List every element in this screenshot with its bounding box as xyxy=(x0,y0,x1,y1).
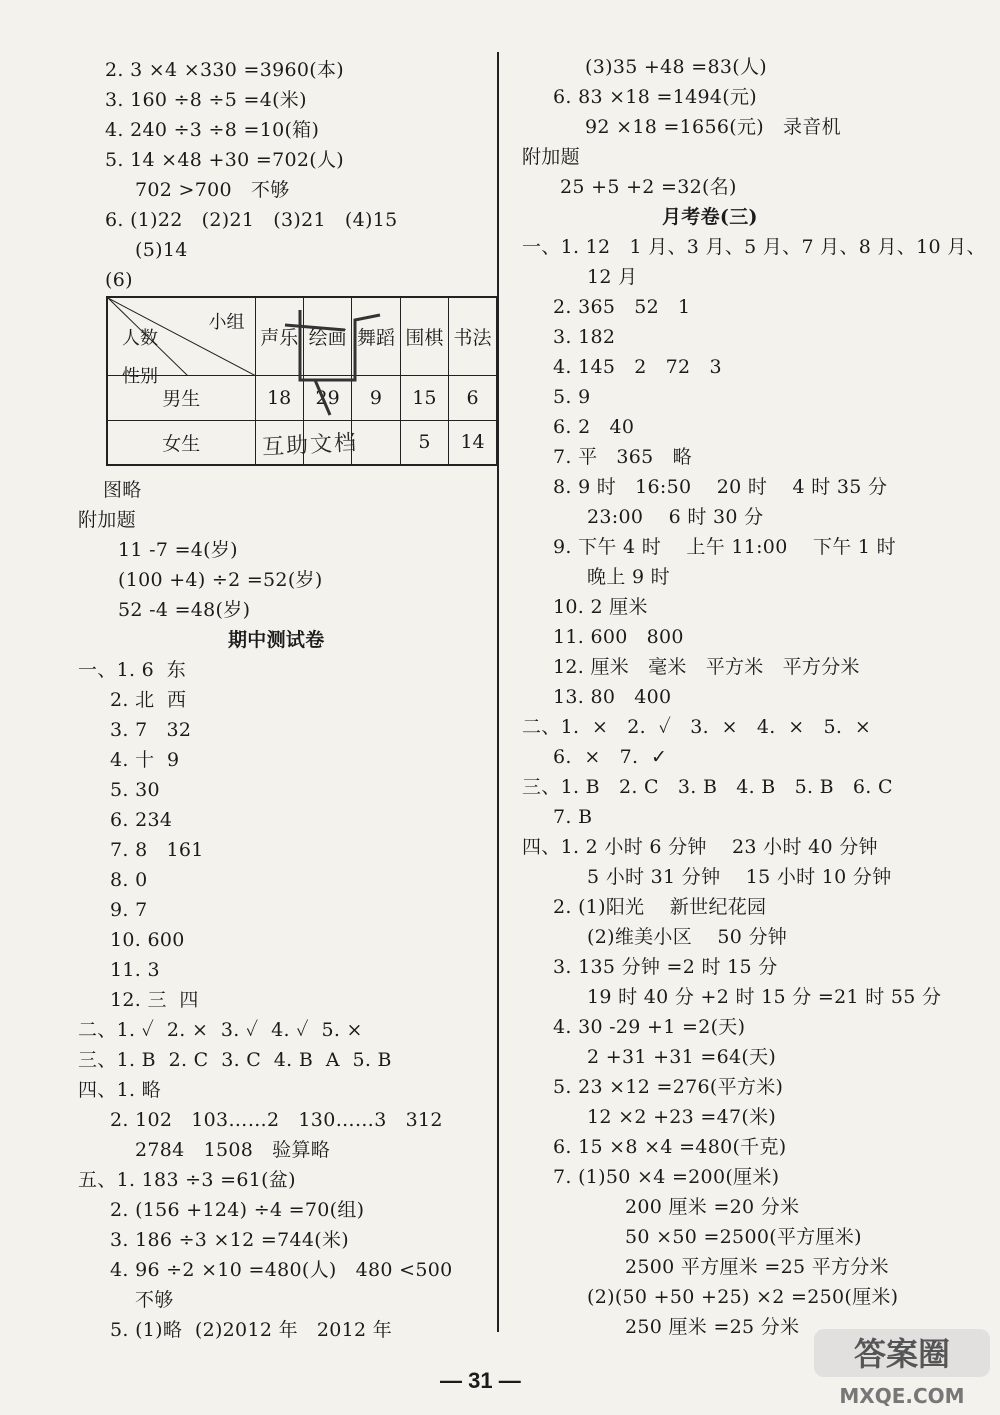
answer-line: 12. 厘米 毫米 平方米 平方分米 xyxy=(553,656,860,678)
answer-line: 11 -7 =4(岁) xyxy=(118,539,238,561)
answer-line: 200 厘米 =20 分米 xyxy=(625,1196,800,1218)
answer-line: 2. 365 52 1 xyxy=(553,296,691,318)
table-cell: 6 xyxy=(449,375,497,420)
answer-line: 2 +31 +31 =64(天) xyxy=(587,1046,777,1068)
answer-line: 6. (1)22 (2)21 (3)21 (4)15 xyxy=(105,209,398,231)
answer-line: 2. 北 西 xyxy=(110,689,187,711)
answer-line: 三、1. B 2. C 3. B 4. B 5. B 6. C xyxy=(522,776,893,798)
header-count-label: 人数 xyxy=(122,328,158,349)
answer-line: 19 时 40 分 +2 时 15 分 =21 时 55 分 xyxy=(587,986,942,1008)
answer-line: 12 ×2 +23 =47(米) xyxy=(587,1106,777,1128)
answer-line: 6. × 7. ✓ xyxy=(553,746,668,768)
answer-line: 5. 30 xyxy=(110,779,160,801)
answer-line: 7. (1)50 ×4 =200(厘米) xyxy=(553,1166,780,1188)
header-gender-label: 性别 xyxy=(122,366,158,387)
answer-line: 10. 2 厘米 xyxy=(553,596,648,618)
site-logo xyxy=(812,1325,992,1410)
answer-line: 702 >700 不够 xyxy=(135,179,290,201)
answer-line: 2784 1508 验算略 xyxy=(135,1139,331,1161)
answer-line: 附加题 xyxy=(78,509,136,531)
answer-line: 2. (1)阳光 新世纪花园 xyxy=(553,896,767,918)
answer-line: 5. 14 ×48 +30 =702(人) xyxy=(105,149,344,171)
answer-line: 一、1. 12 1 月、3 月、5 月、7 月、8 月、10 月、 xyxy=(522,236,986,258)
page-number-value: 31 xyxy=(468,1368,493,1393)
answer-line: 9. 下午 4 时 上午 11:00 下午 1 时 xyxy=(553,536,896,558)
page-number: — 31 — xyxy=(440,1368,521,1393)
logo-url: MXQE.COM xyxy=(839,1384,965,1408)
answer-line: 2. (156 +124) ÷4 =70(组) xyxy=(110,1199,365,1221)
answer-line: 三、1. B 2. C 3. C 4. B A 5. B xyxy=(78,1049,392,1071)
answer-line: 3. 186 ÷3 ×12 =744(米) xyxy=(110,1229,349,1251)
table-cell: 15 xyxy=(400,375,448,420)
answer-line: (2)(50 +50 +25) ×2 =250(厘米) xyxy=(587,1286,899,1308)
table-cell: 14 xyxy=(449,420,497,465)
answer-line: 13. 80 400 xyxy=(553,686,672,708)
answer-line: 6. 234 xyxy=(110,809,173,831)
answer-line: 附加题 xyxy=(522,146,580,168)
answer-line: 晚上 9 时 xyxy=(587,566,670,588)
table-cell: 18 xyxy=(255,375,303,420)
answer-line: 6. 15 ×8 ×4 =480(千克) xyxy=(553,1136,787,1158)
answer-line: 二、1. × 2. ✓ 3. × 4. × 5. × xyxy=(522,716,872,738)
answer-line: 50 ×50 =2500(平方厘米) xyxy=(625,1226,862,1248)
answer-line: 图略 xyxy=(103,479,142,501)
answer-line: 4. 96 ÷2 ×10 =480(人) 480 <500 xyxy=(110,1259,453,1281)
answer-line: 11. 600 800 xyxy=(553,626,684,648)
answer-line: 7. 8 161 xyxy=(110,839,204,861)
answer-line: (6) xyxy=(105,269,133,291)
answer-line: 四、1. 略 xyxy=(78,1079,161,1101)
answer-line: 五、1. 183 ÷3 =61(盆) xyxy=(78,1169,296,1191)
column-header: 声乐 xyxy=(255,297,303,375)
answer-line: 9. 7 xyxy=(110,899,148,921)
answer-line: 3. 182 xyxy=(553,326,616,348)
answer-line: 23:00 6 时 30 分 xyxy=(587,506,764,528)
answer-line: 不够 xyxy=(135,1289,174,1311)
answer-line: 6. 2 40 xyxy=(553,416,635,438)
answer-line: 10. 600 xyxy=(110,929,185,951)
answer-line: 7. B xyxy=(553,806,593,828)
logo-title: 答案圈 xyxy=(853,1335,951,1373)
answer-line: 3. 160 ÷8 ÷5 =4(米) xyxy=(105,89,307,111)
answer-line: 一、1. 6 东 xyxy=(78,659,187,681)
answer-line: 3. 135 分钟 =2 时 15 分 xyxy=(553,956,778,978)
answer-line: 12 月 xyxy=(587,266,638,288)
answer-line: 4. 240 ÷3 ÷8 =10(箱) xyxy=(105,119,320,141)
answer-line: (5)14 xyxy=(135,239,188,261)
answer-line: 6. 83 ×18 =1494(元) xyxy=(553,86,758,108)
answer-line: (2)维美小区 50 分钟 xyxy=(587,926,788,948)
section-heading: 月考卷(三) xyxy=(662,206,758,228)
answer-line: 2500 平方厘米 =25 平方分米 xyxy=(625,1256,889,1278)
answer-line: 5 小时 31 分钟 15 小时 10 分钟 xyxy=(587,866,892,888)
answer-line: 4. 十 9 xyxy=(110,749,180,771)
answer-line: (100 +4) ÷2 =52(岁) xyxy=(118,569,323,591)
answer-line: 4. 30 -29 +1 =2(天) xyxy=(553,1016,746,1038)
column-header: 书法 xyxy=(449,297,497,375)
answer-line: 250 厘米 =25 分米 xyxy=(625,1316,800,1338)
column-divider xyxy=(497,52,499,1332)
answer-line: 52 -4 =48(岁) xyxy=(118,599,251,621)
table-cell: 5 xyxy=(400,420,448,465)
row-label: 男生 xyxy=(107,375,255,420)
answer-line: 8. 0 xyxy=(110,869,148,891)
table-cell: 29 xyxy=(303,375,351,420)
column-header: 围棋 xyxy=(400,297,448,375)
answer-line: 12. 三 四 xyxy=(110,989,199,1011)
handwritten-watermark: 互助文档 xyxy=(261,430,359,461)
answer-line: 四、1. 2 小时 6 分钟 23 小时 40 分钟 xyxy=(522,836,878,858)
answer-line: 二、1. ✓ 2. × 3. ✓ 4. ✓ 5. × xyxy=(78,1019,363,1041)
answer-line: 2. 102 103……2 130……3 312 xyxy=(110,1109,443,1131)
column-header: 舞蹈 xyxy=(352,297,400,375)
answer-line: 5. 23 ×12 =276(平方米) xyxy=(553,1076,784,1098)
column-header: 绘画 xyxy=(303,297,351,375)
table-cell: 9 xyxy=(352,375,400,420)
section-heading: 期中测试卷 xyxy=(228,629,325,651)
answer-line: 25 +5 +2 =32(名) xyxy=(560,176,737,198)
answer-line: 3. 7 32 xyxy=(110,719,192,741)
answer-line: 92 ×18 =1656(元) 录音机 xyxy=(585,116,841,138)
answer-line: (3)35 +48 =83(人) xyxy=(585,56,767,78)
answer-line: 4. 145 2 72 3 xyxy=(553,356,722,378)
header-group-label: 小组 xyxy=(208,312,245,333)
answer-line: 5. (1)略 (2)2012 年 2012 年 xyxy=(110,1319,393,1341)
answer-line: 7. 平 365 略 xyxy=(553,446,692,468)
row-label: 女生 xyxy=(107,420,255,465)
answer-line: 5. 9 xyxy=(553,386,591,408)
table-diagonal-header xyxy=(107,297,255,387)
answer-line: 8. 9 时 16:50 20 时 4 时 35 分 xyxy=(553,476,888,498)
answer-line: 2. 3 ×4 ×330 =3960(本) xyxy=(105,59,344,81)
scribble-mark xyxy=(260,300,400,430)
answer-line: 11. 3 xyxy=(110,959,160,981)
